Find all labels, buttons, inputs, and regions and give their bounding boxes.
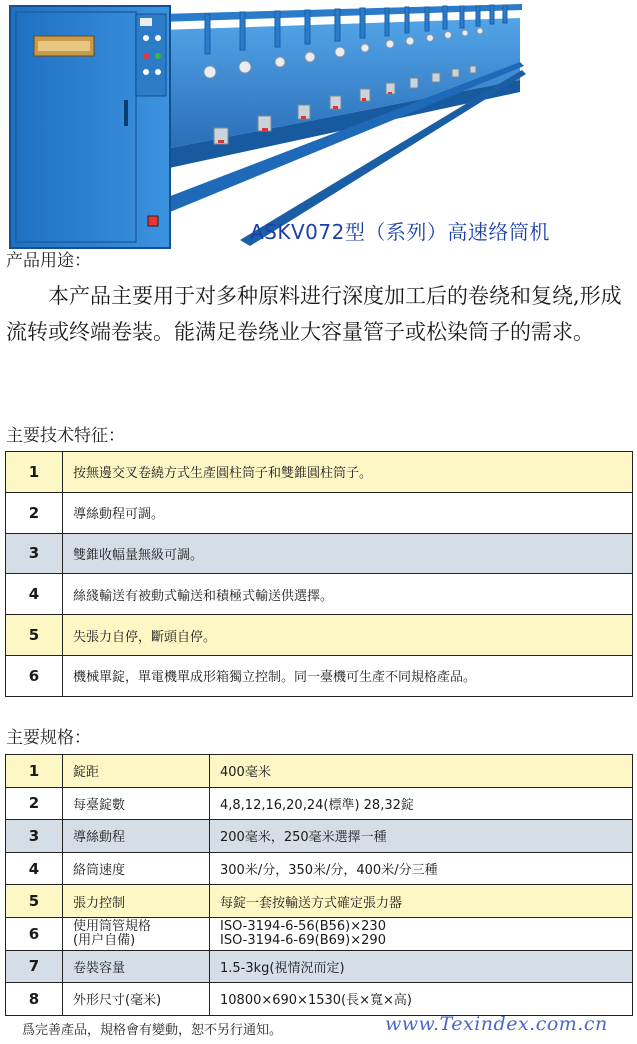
watermark: www.Texindex.com.cn [385,1013,608,1035]
row-number: 1 [6,755,63,788]
feature-text: 失張力自停，斷頭自停。 [63,615,633,656]
feature-text: 絲綫輸送有被動式輸送和積極式輸送供選擇。 [63,574,633,615]
table-row [6,655,633,696]
table-row [6,917,633,950]
spec-key [63,917,210,950]
row-number: 7 [6,950,63,983]
usage-paragraph: 本产品主要用于对多种原料进行深度加工后的卷绕和复绕,形成流转或终端卷装。能满足卷绕业大容量管子或松染筒子的需求。 [6,284,622,344]
row-number: 2 [6,492,63,533]
feature-text: 按無邊交叉卷繞方式生產圓柱筒子和雙錐圓柱筒子。 [63,452,633,493]
row-number: 1 [6,452,63,493]
features-table [5,451,633,697]
spec-key: 張力控制 [63,885,210,918]
table-row [6,820,633,853]
product-title: ASKV072型（系列）高速络筒机 [250,220,550,244]
row-number: 2 [6,787,63,820]
spec-value: 10800×690×1530(長×寬×高) [210,983,633,1016]
table-row [6,787,633,820]
footer-note: 爲完善產品，規格會有變動，恕不另行通知。 [22,1023,283,1038]
table-row [6,885,633,918]
spec-value-line2: ISO-3194-6-69(B69)×290 [220,932,386,948]
row-number: 4 [6,852,63,885]
row-number: 4 [6,574,63,615]
spec-value: 每錠一套按輸送方式確定張力器 [210,885,633,918]
feature-text: 機械單錠，單電機單成形箱獨立控制。同一臺機可生產不同規格產品。 [63,655,633,696]
spec-value [210,917,633,950]
table-row [6,983,633,1016]
table-row [6,452,633,493]
spec-key: 外形尺寸(毫米) [63,983,210,1016]
row-number: 5 [6,885,63,918]
spec-value: 1.5-3kg(視情況而定) [210,950,633,983]
usage-heading: 产品用途： [6,251,91,271]
spec-value: 200毫米，250毫米選擇一種 [210,820,633,853]
table-row [6,574,633,615]
row-number: 8 [6,983,63,1016]
table-row [6,852,633,885]
spec-value-line1: ISO-3194-6-56(B56)×230 [220,918,386,934]
spec-key-line2: (用户自備) [73,932,136,948]
features-heading: 主要技术特征： [6,426,125,446]
specs-heading: 主要规格： [6,728,91,748]
spec-value: 300米/分，350米/分，400米/分三種 [210,852,633,885]
row-number: 5 [6,615,63,656]
specs-table [5,754,633,1016]
row-number: 3 [6,533,63,574]
spec-value: 4,8,12,16,20,24(標準) 28,32錠 [210,787,633,820]
spec-value: 400毫米 [210,755,633,788]
spec-key: 導絲動程 [63,820,210,853]
table-row [6,615,633,656]
feature-text: 雙錐收幅量無級可調。 [63,533,633,574]
usage-text [6,278,632,350]
table-row [6,950,633,983]
row-number: 6 [6,655,63,696]
spec-key: 錠距 [63,755,210,788]
spec-key: 絡筒速度 [63,852,210,885]
table-row [6,492,633,533]
row-number: 6 [6,917,63,950]
table-row [6,755,633,788]
spec-key: 卷裝容量 [63,950,210,983]
machine-photo [0,0,637,252]
feature-text: 導絲動程可調。 [63,492,633,533]
spec-key-line1: 使用筒管規格 [73,918,152,934]
table-row [6,533,633,574]
spec-key: 每臺錠數 [63,787,210,820]
row-number: 3 [6,820,63,853]
